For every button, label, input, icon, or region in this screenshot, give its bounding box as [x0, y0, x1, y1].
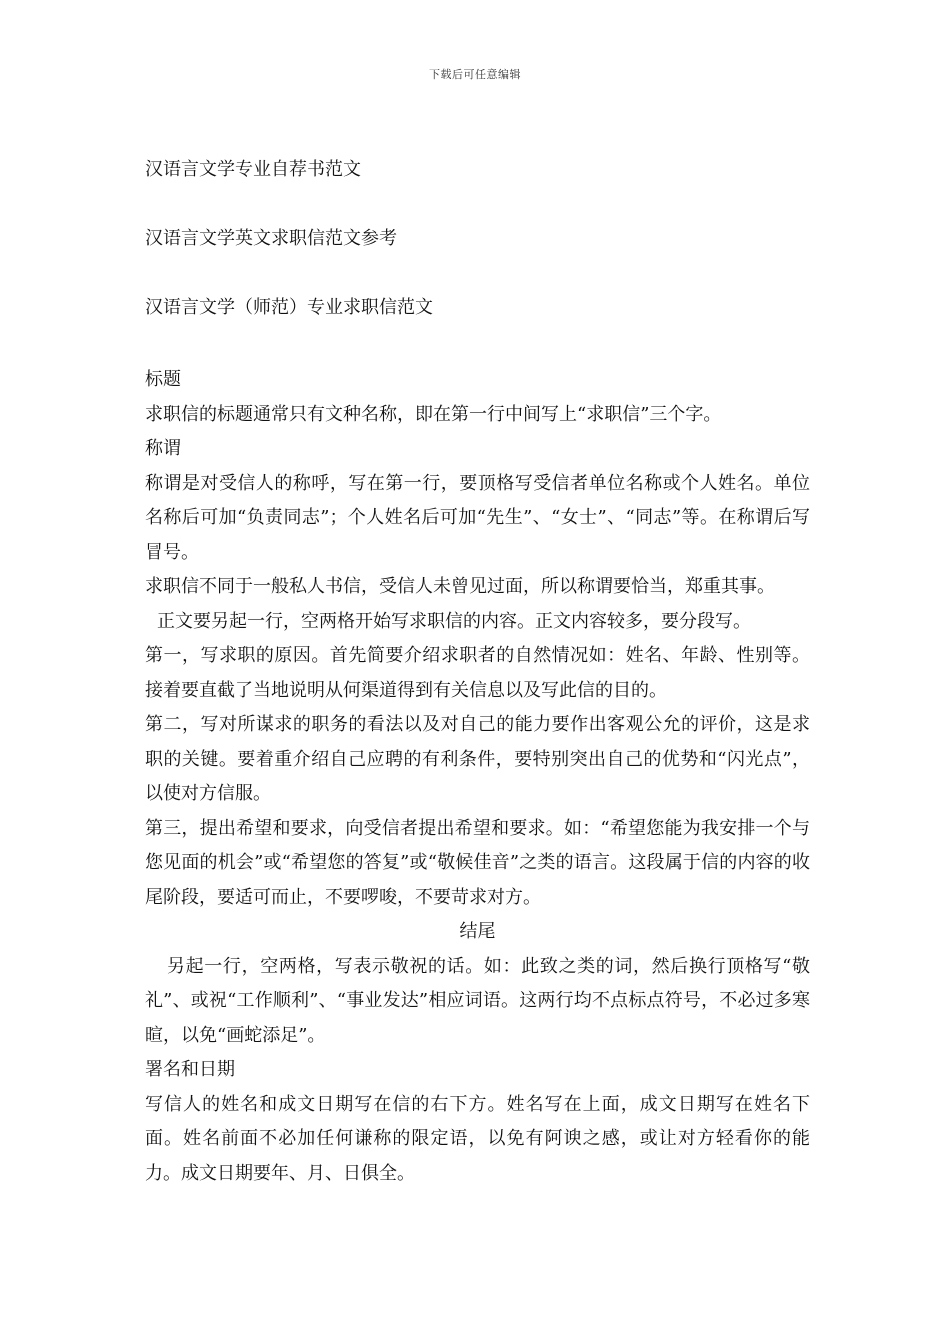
document-title-2: 汉语言文学英文求职信范文参考 [145, 228, 397, 249]
section-heading-salutation: 称谓 [145, 438, 181, 459]
section-text-salutation: 称谓是对受信人的称呼，写在第一行，要顶格写受信者单位名称或个人姓名。单位名称后可加“负责同志”；个人姓名后可加“先生”、“女士”、“同志”等。在称谓后写冒号。 [145, 472, 810, 563]
section-heading-ending: 结尾 [459, 921, 496, 942]
document-body [145, 156, 810, 1191]
body-point-3: 第三，提出希望和要求，向受信者提出希望和要求。如：“希望您能为我安排一个与您见面的机会”或“希望您的答复”或“敬候佳音”之类的语言。这段属于信的内容的收尾阶段，要适可而止，不要啰唆，不要苛求对方。 [145, 817, 810, 908]
section-text-signature: 写信人的姓名和成文日期写在信的右下方。姓名写在上面，成文日期写在姓名下面。姓名前面不必加任何谦称的限定语，以免有阿谀之感，或让对方轻看你的能力。成文日期要年、月、日俱全。 [145, 1093, 810, 1184]
body-point-1: 第一，写求职的原因。首先简要介绍求职者的自然情况如：姓名、年龄、性别等。接着要直截了当地说明从何渠道得到有关信息以及写此信的目的。 [145, 645, 810, 701]
section-note-salutation: 求职信不同于一般私人书信，受信人未曾见过面，所以称谓要恰当，郑重其事。 [145, 576, 775, 597]
document-title-3: 汉语言文学（师范）专业求职信范文 [145, 297, 433, 318]
section-heading-signature: 署名和日期 [145, 1059, 235, 1080]
section-text-title: 求职信的标题通常只有文种名称，即在第一行中间写上“求职信”三个字。 [145, 403, 722, 425]
body-point-2: 第二，写对所谋求的职务的看法以及对自己的能力要作出客观公允的评价，这是求职的关键。要着重介绍自己应聘的有利条件，要特别突出自己的优势和“闪光点”，以使对方信服。 [145, 714, 810, 804]
section-text-ending: 另起一行，空两格，写表示敬祝的话。如：此致之类的词，然后换行顶格写“敬礼”、或祝“工作顺利”、“事业发达”相应词语。这两行均不点标点符号，不必过多寒暄，以免“画蛇添足”。 [145, 955, 810, 1046]
page-header-note: 下载后可任意编辑 [429, 68, 521, 81]
section-heading-title: 标题 [145, 369, 181, 390]
document-title-1: 汉语言文学专业自荐书范文 [145, 159, 361, 180]
body-intro-paragraph: 正文要另起一行，空两格开始写求职信的内容。正文内容较多，要分段写。 [157, 610, 751, 632]
